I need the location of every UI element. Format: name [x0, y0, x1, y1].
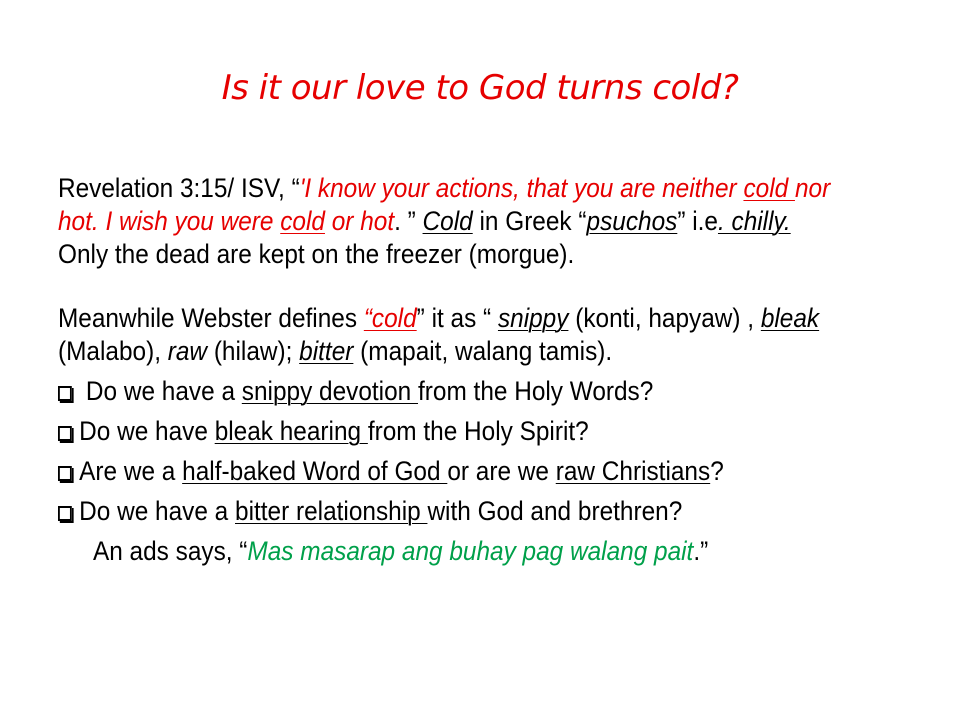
translation: (hilaw); — [207, 336, 300, 366]
text-segment: from the Holy Spirit? — [367, 416, 589, 446]
verse-quote-part: 'I know your actions, that you are neither — [299, 173, 744, 203]
text-segment: from the Holy Words? — [418, 376, 654, 406]
question-bullet — [58, 455, 840, 488]
translation: (konti, hapyaw) , — [568, 303, 761, 333]
greek-word: psuchos — [586, 206, 678, 236]
chilly-word: . chilly. — [717, 206, 791, 236]
underlined-phrase: snippy devotion — [241, 376, 419, 406]
ads-quote: Mas masarap ang buhay pag walang pait — [247, 536, 694, 566]
checkbox-bullet-icon — [58, 466, 72, 481]
text-segment: An ads says, “ — [92, 536, 248, 566]
question-bullet — [58, 495, 840, 528]
verse-quote-cold: cold — [743, 173, 795, 203]
bitter-word: bitter — [299, 336, 354, 366]
text-segment: Do we have a — [79, 496, 236, 526]
ads-line — [58, 535, 840, 568]
cold-word: Cold — [422, 206, 473, 236]
raw-word: raw — [167, 336, 208, 366]
text-segment: Do we have — [79, 416, 215, 446]
text-segment: Meanwhile Webster defines — [58, 303, 364, 333]
text-segment: .” — [693, 536, 709, 566]
cold-word: “cold — [363, 303, 417, 333]
slide-body — [58, 172, 840, 568]
checkbox-bullet-icon — [58, 506, 72, 521]
webster-paragraph — [58, 302, 840, 368]
verse-reference: Revelation 3:15/ ISV, “ — [58, 173, 300, 203]
question-bullet — [58, 375, 840, 408]
snippy-word: snippy — [497, 303, 569, 333]
text-segment: ? — [710, 456, 724, 486]
text-segment: Only the dead are kept on the freezer (morgue). — [58, 239, 575, 269]
text-segment: . ” — [394, 206, 423, 236]
bleak-word: bleak — [760, 303, 820, 333]
slide-title: Is it our love to God turns cold? — [221, 68, 739, 108]
verse-quote-cold: cold — [280, 206, 325, 236]
verse-quote-part: or hot — [324, 206, 395, 236]
text-segment: with God and brethren? — [427, 496, 683, 526]
underlined-phrase: half-baked Word of God — [182, 456, 448, 486]
text-segment: in Greek “ — [472, 206, 587, 236]
translation: (Malabo), — [58, 336, 168, 366]
text-segment: Are we a — [79, 456, 183, 486]
text-segment: ” i.e — [677, 206, 718, 236]
text-segment: ” it as “ — [416, 303, 498, 333]
underlined-phrase: raw Christians — [555, 456, 711, 486]
text-segment: or are we — [447, 456, 556, 486]
checkbox-bullet-icon — [58, 386, 72, 401]
translation: (mapait, walang tamis). — [353, 336, 613, 366]
underlined-phrase: bitter relationship — [235, 496, 428, 526]
verse-quote-part: nor hot. I wish you were — [58, 173, 831, 236]
checkbox-bullet-icon — [58, 426, 72, 441]
text-segment: Do we have a — [79, 376, 242, 406]
revelation-paragraph — [58, 172, 840, 271]
underlined-phrase: bleak hearing — [214, 416, 368, 446]
question-bullet — [58, 415, 840, 448]
